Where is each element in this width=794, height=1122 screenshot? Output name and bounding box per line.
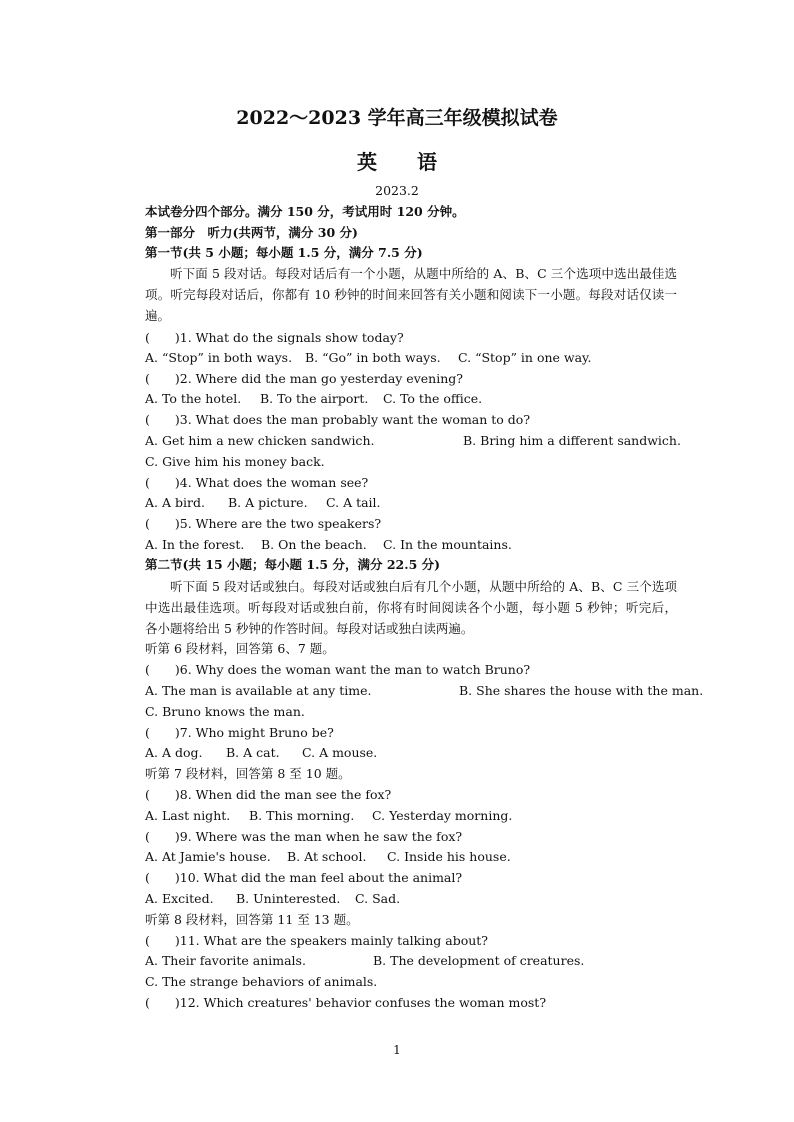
q1-option-b: B. “Go” in both ways.: [305, 350, 441, 365]
question-12: ( )12. Which creatures' behavior confuses the woman most?: [145, 995, 547, 1010]
question-7: ( )7. Who might Bruno be?: [145, 725, 334, 740]
q7-option-c: C. A mouse.: [302, 745, 378, 760]
q2-option-a: A. To the hotel.: [145, 391, 242, 406]
question-5: ( )5. Where are the two speakers?: [145, 516, 382, 531]
exam-date: 2023.2: [375, 183, 419, 198]
question-8: ( )8. When did the man see the fox?: [145, 787, 392, 802]
q8-option-b: B. This morning.: [249, 808, 355, 823]
part1-heading: 第一部分 听力(共两节，满分 30 分): [145, 225, 358, 240]
subject-title: 英 语: [357, 150, 437, 174]
q9-option-c: C. Inside his house.: [387, 849, 511, 864]
q10-option-c: C. Sad.: [355, 891, 401, 906]
q4-option-b: B. A picture.: [228, 495, 308, 510]
q9-option-a: A. At Jamie's house.: [145, 849, 271, 864]
q6-option-c: C. Bruno knows the man.: [145, 704, 305, 719]
q8-option-a: A. Last night.: [145, 808, 231, 823]
q7-option-a: A. A dog.: [145, 745, 203, 760]
question-3: ( )3. What does the man probably want the woman to do?: [145, 412, 531, 427]
q11-option-b: B. The development of creatures.: [373, 953, 585, 968]
question-2: ( )2. Where did the man go yesterday evening?: [145, 371, 463, 386]
q4-option-a: A. A bird.: [145, 495, 205, 510]
q1-option-a: A. “Stop” in both ways.: [145, 350, 293, 365]
question-9: ( )9. Where was the man when he saw the fox?: [145, 829, 463, 844]
q3-option-a: A. Get him a new chicken sandwich.: [145, 433, 375, 448]
q4-option-c: C. A tail.: [326, 495, 381, 510]
page-number: 1: [393, 1043, 401, 1057]
question-1: ( )1. What do the signals show today?: [145, 330, 404, 345]
material-8-note: 听第 8 段材料，回答第 11 至 13 题。: [145, 912, 359, 927]
question-10: ( )10. What did the man feel about the animal?: [145, 870, 463, 885]
q3-option-c: C. Give him his money back.: [145, 454, 325, 469]
q6-option-b: B. She shares the house with the man.: [459, 683, 704, 698]
q5-option-c: C. In the mountains.: [383, 537, 512, 552]
q6-option-a: A. The man is available at any time.: [145, 683, 372, 698]
question-6: ( )6. Why does the woman want the man to watch Bruno?: [145, 662, 531, 677]
q11-option-c: C. The strange behaviors of animals.: [145, 974, 378, 989]
exam-intro: 本试卷分四个部分。满分 150 分，考试用时 120 分钟。: [145, 204, 465, 219]
q5-option-b: B. On the beach.: [261, 537, 367, 552]
material-7-note: 听第 7 段材料，回答第 8 至 10 题。: [145, 766, 351, 781]
q2-option-b: B. To the airport.: [260, 391, 369, 406]
q5-option-a: A. In the forest.: [145, 537, 245, 552]
section2-heading: 第二节(共 15 小题；每小题 1.5 分，满分 22.5 分): [145, 557, 441, 572]
material-6-note: 听第 6 段材料，回答第 6、7 题。: [145, 641, 335, 656]
q7-option-b: B. A cat.: [226, 745, 280, 760]
question-4: ( )4. What does the woman see?: [145, 475, 369, 490]
q9-option-b: B. At school.: [287, 849, 367, 864]
question-11: ( )11. What are the speakers mainly talking about?: [145, 933, 489, 948]
q11-option-a: A. Their favorite animals.: [145, 953, 306, 968]
q10-option-b: B. Uninterested.: [236, 891, 341, 906]
q8-option-c: C. Yesterday morning.: [372, 808, 513, 823]
section2-instructions: 听下面 5 段对话或独白。每段对话或独白后有几个小题，从题中所给的 A、B、C 三个选项 中选出最佳选项。听每段对话或独白前，你将有时间阅读各个小题，每小题 5 秒钟；听完后， 各小题将给出 5 秒钟的作答时间。每段对话或独白读两遍。: [145, 579, 677, 636]
q2-option-c: C. To the office.: [383, 391, 483, 406]
q3-option-b: B. Bring him a different sandwich.: [463, 433, 681, 448]
q1-option-c: C. “Stop” in one way.: [458, 350, 592, 365]
section1-heading: 第一节(共 5 小题；每小题 1.5 分，满分 7.5 分): [145, 245, 423, 260]
q10-option-a: A. Excited.: [145, 891, 214, 906]
section1-instructions: 听下面 5 段对话。每段对话后有一个小题，从题中所给的 A、B、C 三个选项中选出最佳选项。听完每段对话后，你都有 10 秒钟的时间来回答有关小题和阅读下一小题。每段对话仅读一遍。: [145, 266, 677, 323]
exam-title: 2022～2023 学年高三年级模拟试卷: [236, 107, 558, 129]
